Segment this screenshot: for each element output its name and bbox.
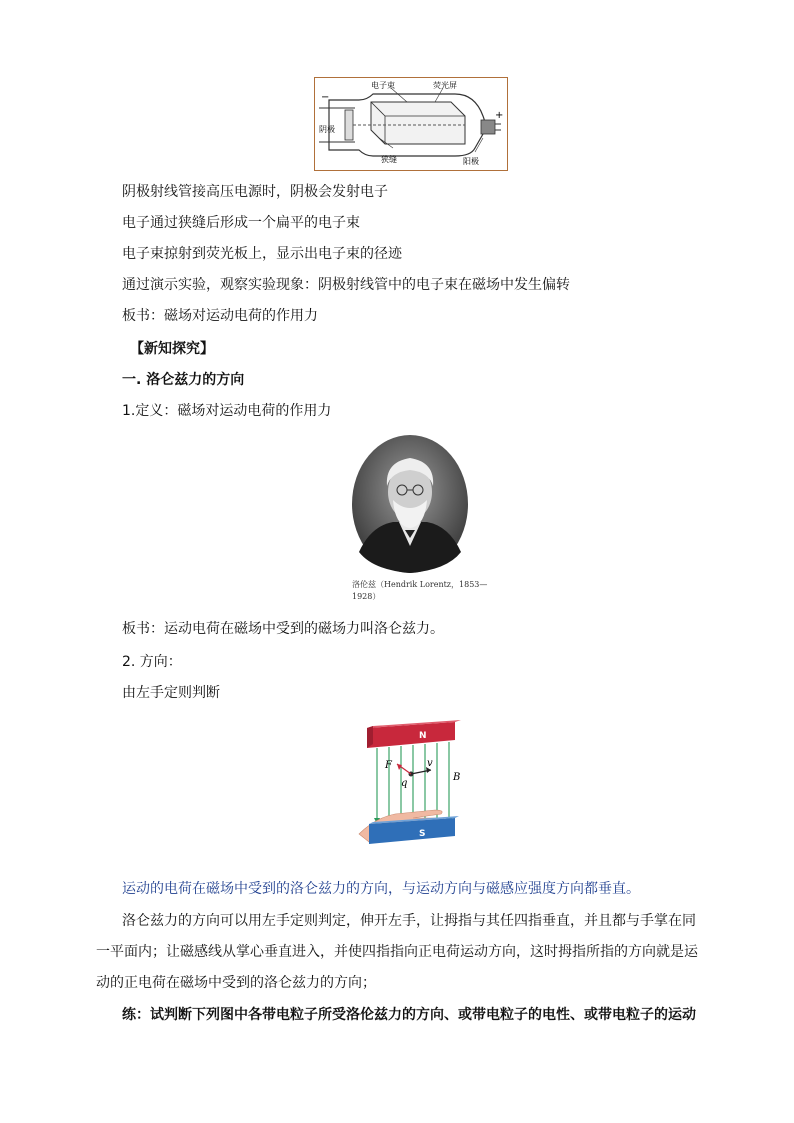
text-line: 运动的电荷在磁场中受到的洛仑兹力的方向，与运动方向与磁感应强度方向都垂直。 [122, 881, 640, 897]
text-line: 电子通过狭缝后形成一个扁平的电子束 [122, 215, 360, 231]
label-plus: + [495, 110, 504, 121]
cathode-ray-tube-figure [314, 77, 508, 171]
text-line: 一平面内；让磁感线从掌心垂直进入，并使四指指向正电荷运动方向，这时拇指所指的方向就是运 [96, 944, 698, 960]
label-minus: − [321, 92, 330, 103]
text-line: 洛仑兹力的方向可以用左手定则判定，伸开左手，让拇指与其任四指垂直，并且都与手掌在同 [122, 913, 696, 929]
label-anode: 阳极 [463, 157, 479, 166]
force-label: F [385, 760, 392, 771]
section-heading: 【新知探究】 [130, 341, 214, 357]
label-cathode: 阴极 [319, 125, 335, 134]
text-line: 由左手定则判断 [122, 685, 220, 701]
text-line: 动的正电荷在磁场中受到的洛仑兹力的方向； [96, 975, 376, 991]
text-line: 通过演示实验，观察实验现象：阴极射线管中的电子束在磁场中发生偏转 [122, 277, 570, 293]
magnet-north-label: N [419, 731, 427, 741]
exercise-line: 练：试判断下列图中各带电粒子所受洛伦兹力的方向、或带电粒子的电性、或带电粒子的运动 [122, 1007, 696, 1023]
lorentz-portrait [351, 434, 469, 574]
cathode-ray-tube-drawing [315, 78, 507, 170]
field-label: B [453, 772, 461, 783]
portrait-caption-line2: 1928） [352, 592, 381, 601]
label-screen: 荧光屏 [433, 81, 457, 90]
text-line: 1.定义：磁场对运动电荷的作用力 [122, 403, 332, 419]
label-electron-beam: 电子束 [371, 81, 395, 90]
portrait-drawing [351, 434, 469, 574]
velocity-label: v [427, 758, 433, 769]
text-line: 阴极射线管接高压电源时，阴极会发射电子 [122, 184, 388, 200]
left-hand-rule-figure [355, 718, 465, 860]
text-line: 板书：运动电荷在磁场中受到的磁场力叫洛仑兹力。 [122, 621, 444, 637]
text-line: 2. 方向： [122, 654, 182, 670]
magnet-south-label: S [419, 829, 426, 839]
text-line: 电子束掠射到荧光板上，显示出电子束的径迹 [122, 246, 402, 262]
label-slit: 狭缝 [381, 155, 397, 164]
left-hand-rule-drawing [355, 718, 465, 860]
subsection-heading: 一. 洛仑兹力的方向 [122, 372, 245, 388]
portrait-caption-line1: 洛伦兹（Hendrik Lorentz，1853— [352, 580, 488, 589]
charge-label: q [401, 778, 408, 789]
text-line: 板书：磁场对运动电荷的作用力 [122, 308, 318, 324]
